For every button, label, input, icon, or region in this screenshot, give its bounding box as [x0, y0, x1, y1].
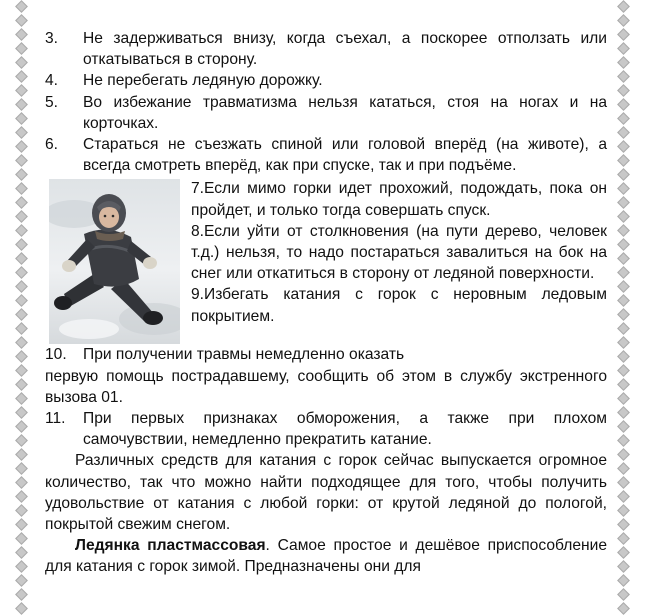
border-diamond	[617, 308, 630, 321]
side-item-7: 7.Если мимо горки идет прохожий, подождать, пока он пройдет, и только тогда совершать спуск.	[191, 180, 607, 219]
border-diamond	[617, 224, 630, 237]
last-paragraph	[45, 535, 607, 577]
border-diamond	[617, 476, 630, 489]
list-item-10	[45, 344, 607, 365]
border-diamond	[15, 448, 28, 461]
border-diamond	[15, 392, 28, 405]
border-diamond	[15, 294, 28, 307]
border-diamond	[15, 490, 28, 503]
border-diamond	[617, 392, 630, 405]
border-diamond	[15, 14, 28, 27]
border-diamond	[617, 336, 630, 349]
border-diamond	[15, 574, 28, 587]
list-number: 4.	[45, 72, 59, 90]
border-diamond	[15, 84, 28, 97]
border-diamond	[617, 420, 630, 433]
border-diamond	[15, 154, 28, 167]
border-diamond	[617, 154, 630, 167]
border-diamond	[15, 224, 28, 237]
border-diamond	[617, 238, 630, 251]
border-diamond	[617, 84, 630, 97]
last-paragraph-text: . Самое простое и дешёвое приспособление для катания с горок зимой. Предназначены они для	[45, 537, 607, 576]
border-diamond	[15, 560, 28, 573]
border-diamond	[15, 420, 28, 433]
border-diamond	[15, 350, 28, 363]
border-diamond	[617, 518, 630, 531]
border-diamond	[617, 70, 630, 83]
border-diamond	[15, 476, 28, 489]
border-diamond	[15, 406, 28, 419]
border-diamond	[15, 140, 28, 153]
border-diamond	[617, 112, 630, 125]
right-diamond-border	[616, 0, 630, 616]
border-diamond	[617, 294, 630, 307]
border-diamond	[617, 490, 630, 503]
border-diamond	[15, 462, 28, 475]
border-diamond	[15, 504, 28, 517]
list-item-4	[45, 70, 607, 91]
border-diamond	[15, 280, 28, 293]
border-diamond	[617, 210, 630, 223]
border-diamond	[617, 56, 630, 69]
list-item-6	[45, 134, 607, 176]
list-text: Во избежание травматизма нельзя кататься, стоя на ногах и на корточках.	[83, 93, 607, 132]
side-item-9: 9.Избегать катания с горок с неровным ледовым покрытием.	[191, 286, 607, 325]
list-text: При первых признаках обморожения, а также при плохом самочувствии, немедленно прекратить катание.	[83, 410, 607, 449]
border-diamond	[617, 560, 630, 573]
border-diamond	[15, 532, 28, 545]
list-item-10-continuation: первую помощь пострадавшему, сообщить об этом в службу экстренного вызова 01.	[45, 367, 607, 406]
list-number: 5.	[45, 93, 59, 111]
border-diamond	[617, 364, 630, 377]
border-diamond	[617, 574, 630, 587]
border-diamond	[15, 252, 28, 265]
border-diamond	[15, 28, 28, 41]
side-text	[191, 178, 607, 344]
border-diamond	[15, 588, 28, 601]
border-diamond	[617, 168, 630, 181]
border-diamond	[617, 462, 630, 475]
border-diamond	[617, 252, 630, 265]
border-diamond	[15, 56, 28, 69]
border-diamond	[15, 308, 28, 321]
border-diamond	[15, 364, 28, 377]
border-diamond	[617, 266, 630, 279]
border-diamond	[617, 126, 630, 139]
border-diamond	[617, 280, 630, 293]
border-diamond	[617, 140, 630, 153]
border-diamond	[617, 588, 630, 601]
child-sledding-photo	[49, 179, 180, 344]
border-diamond	[617, 0, 630, 13]
border-diamond	[617, 602, 630, 615]
list-number: 10.	[45, 346, 67, 364]
border-diamond	[15, 238, 28, 251]
border-diamond	[15, 168, 28, 181]
border-diamond	[617, 532, 630, 545]
border-diamond	[15, 70, 28, 83]
border-diamond	[15, 126, 28, 139]
border-diamond	[15, 182, 28, 195]
border-diamond	[15, 322, 28, 335]
border-diamond	[15, 210, 28, 223]
border-diamond	[15, 518, 28, 531]
border-diamond	[15, 266, 28, 279]
list-item-3	[45, 28, 607, 70]
border-diamond	[617, 378, 630, 391]
border-diamond	[15, 98, 28, 111]
side-item-8: 8.Если уйти от столкновения (на пути дерево, человек т.д.) нельзя, то надо постараться завалиться на бок на снег или откатиться в сторону от ледяной поверхности.	[191, 222, 607, 283]
list-item-5	[45, 92, 607, 134]
border-diamond	[15, 602, 28, 615]
list-number: 11.	[45, 410, 66, 428]
border-diamond	[617, 406, 630, 419]
list-text: Не перебегать ледяную дорожку.	[83, 72, 323, 90]
list-text: Стараться не съезжать спиной или головой вперёд (на животе), а всегда смотреть вперёд, как при спуске, так и при подъёме.	[83, 136, 607, 175]
border-diamond	[617, 448, 630, 461]
border-diamond	[617, 42, 630, 55]
border-diamond	[617, 322, 630, 335]
border-diamond	[15, 0, 28, 13]
list-number: 3.	[45, 30, 59, 47]
border-diamond	[15, 546, 28, 559]
border-diamond	[15, 378, 28, 391]
border-diamond	[617, 182, 630, 195]
border-diamond	[617, 546, 630, 559]
border-diamond	[617, 28, 630, 41]
border-diamond	[617, 350, 630, 363]
photo-with-text	[45, 178, 607, 344]
border-diamond	[15, 112, 28, 125]
body-paragraph: Различных средств для катания с горок сейчас выпускается огромное количество, так что можно найти подходящее для того, чтобы получить удовольствие от катания с любой горки: от крутой ледяной до пологой, покрытой свежим снегом.	[45, 452, 607, 534]
list-text: При получении травмы немедленно оказать	[83, 346, 405, 364]
term-bold: Ледянка пластмассовая	[75, 537, 266, 555]
document-body	[45, 28, 607, 578]
border-diamond	[617, 504, 630, 517]
border-diamond	[15, 434, 28, 447]
border-diamond	[617, 14, 630, 27]
list-item-11	[45, 408, 607, 450]
border-diamond	[617, 98, 630, 111]
border-diamond	[15, 42, 28, 55]
border-diamond	[617, 434, 630, 447]
list-number: 6.	[45, 136, 59, 154]
border-diamond	[15, 196, 28, 209]
left-diamond-border	[14, 0, 28, 616]
border-diamond	[617, 196, 630, 209]
list-text: Не задерживаться внизу, когда съехал, а поскорее отползать или откатываться в сторону.	[83, 30, 607, 69]
border-diamond	[15, 336, 28, 349]
